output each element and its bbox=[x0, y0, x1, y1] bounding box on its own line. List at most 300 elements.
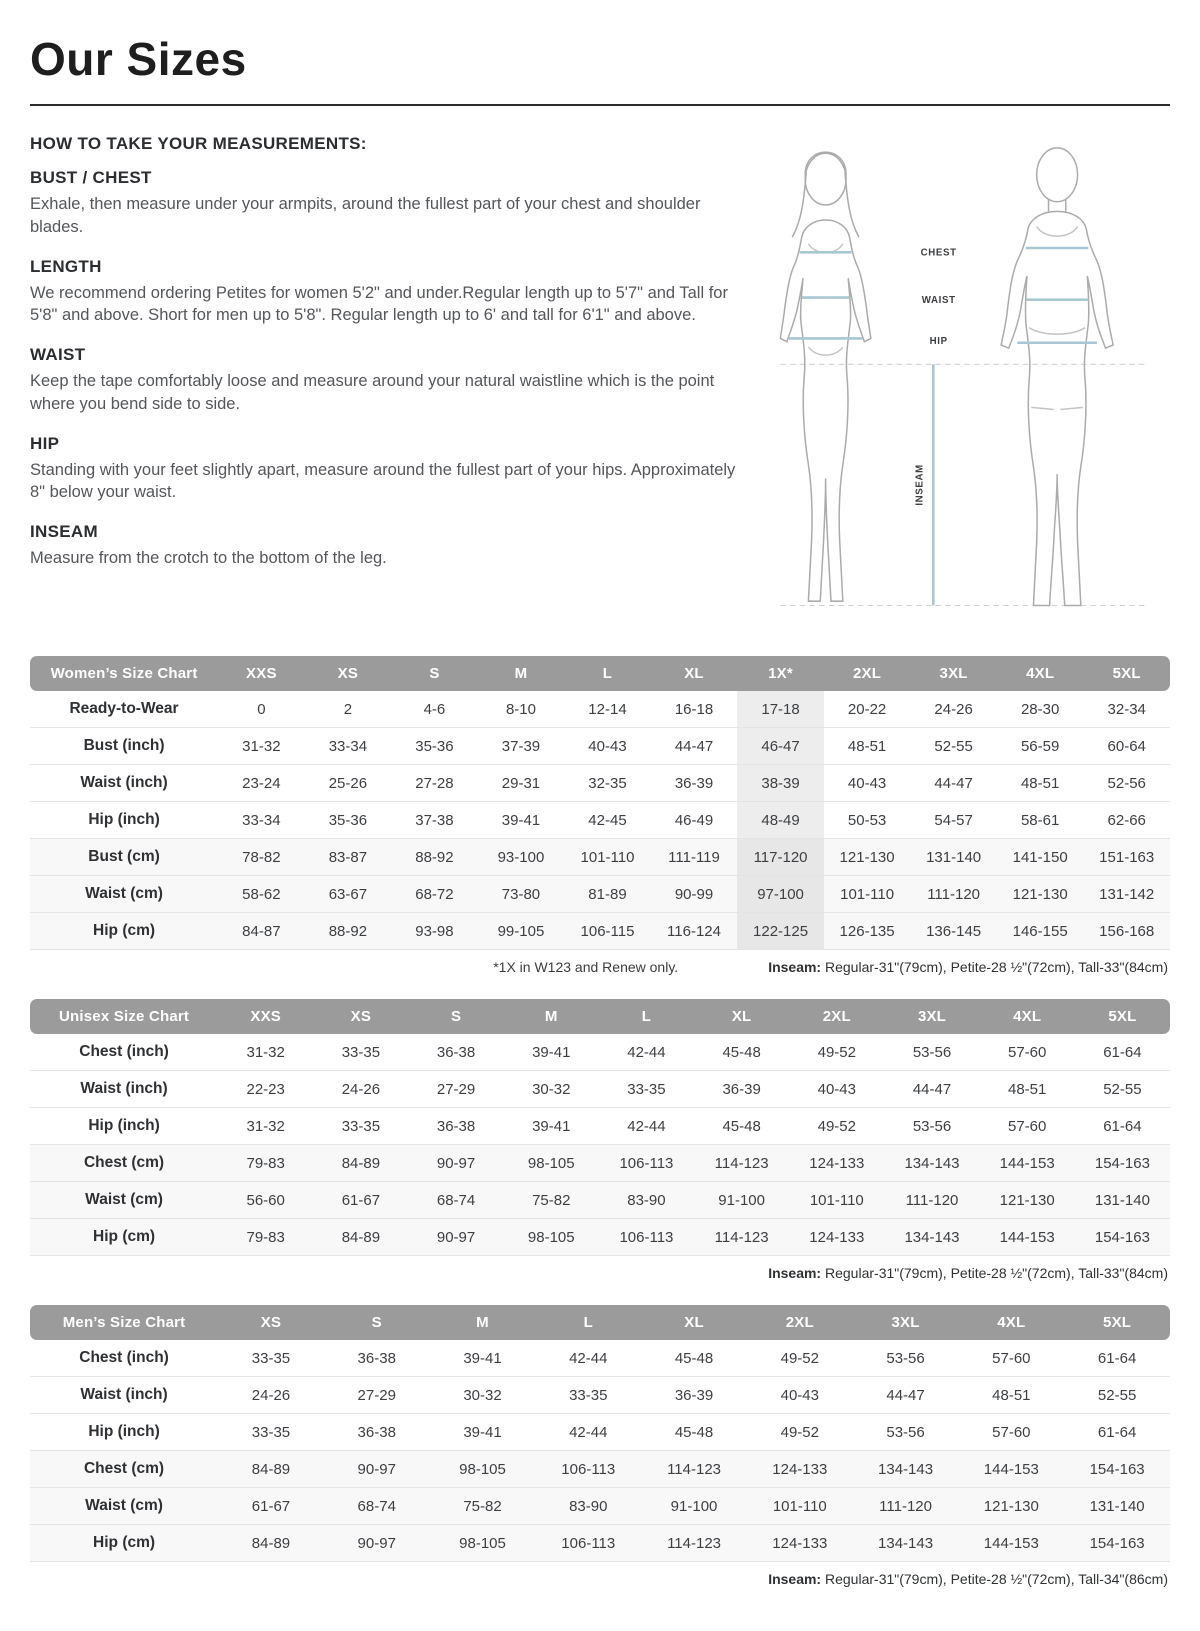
size-value-cell: 29-31 bbox=[478, 765, 565, 802]
instruction-body: Keep the tape comfortably loose and measure around your natural waistline which is the point where you bend side to side. bbox=[30, 372, 715, 413]
table-row bbox=[30, 1108, 1170, 1145]
instruction-waist bbox=[30, 345, 737, 416]
size-value-cell: 151-163 bbox=[1083, 839, 1170, 876]
size-value-cell: 134-143 bbox=[853, 1451, 959, 1488]
size-value-cell: 39-41 bbox=[430, 1340, 536, 1377]
size-value-cell: 79-83 bbox=[218, 1219, 313, 1256]
size-value-cell: 81-89 bbox=[564, 876, 651, 913]
size-column-header: XXS bbox=[218, 999, 313, 1034]
size-value-cell: 48-51 bbox=[824, 728, 911, 765]
size-value-cell: 68-74 bbox=[324, 1488, 430, 1525]
size-value-cell: 101-110 bbox=[747, 1488, 853, 1525]
size-value-cell: 154-163 bbox=[1064, 1525, 1170, 1562]
instruction-body: Standing with your feet slightly apart, measure around the fullest part of your hips. Approximately 8" below your waist. bbox=[30, 460, 736, 502]
size-value-cell: 48-51 bbox=[980, 1071, 1075, 1108]
row-label: Hip (cm) bbox=[30, 913, 218, 950]
size-value-cell: 131-140 bbox=[910, 839, 997, 876]
size-value-cell: 33-35 bbox=[218, 1414, 324, 1451]
size-column-header: XXS bbox=[218, 656, 305, 691]
size-column-header: 3XL bbox=[910, 656, 997, 691]
size-value-cell: 53-56 bbox=[853, 1340, 959, 1377]
size-column-header: XS bbox=[305, 656, 392, 691]
size-value-cell: 99-105 bbox=[478, 913, 565, 950]
size-value-cell: 56-60 bbox=[218, 1182, 313, 1219]
size-value-cell: 40-43 bbox=[564, 728, 651, 765]
size-value-cell: 62-66 bbox=[1083, 802, 1170, 839]
size-value-cell: 114-123 bbox=[641, 1525, 747, 1562]
size-value-cell: 78-82 bbox=[218, 839, 305, 876]
row-label: Ready-to-Wear bbox=[30, 691, 218, 728]
size-value-cell: 39-41 bbox=[478, 802, 565, 839]
size-value-cell: 50-53 bbox=[824, 802, 911, 839]
size-value-cell: 144-153 bbox=[958, 1525, 1064, 1562]
size-value-cell: 23-24 bbox=[218, 765, 305, 802]
size-value-cell: 45-48 bbox=[694, 1108, 789, 1145]
size-value-cell: 32-35 bbox=[564, 765, 651, 802]
size-value-cell: 58-62 bbox=[218, 876, 305, 913]
size-value-cell: 154-163 bbox=[1075, 1145, 1170, 1182]
size-value-cell: 44-47 bbox=[651, 728, 738, 765]
inseam-footnote: Inseam: Regular-31"(79cm), Petite-28 ½"(72cm), Tall-33"(84cm) bbox=[768, 959, 1168, 976]
size-table-block-unisex bbox=[30, 999, 1170, 1281]
size-value-cell: 83-87 bbox=[305, 839, 392, 876]
size-value-cell: 37-38 bbox=[391, 802, 478, 839]
size-column-header: 2XL bbox=[824, 656, 911, 691]
size-value-cell: 124-133 bbox=[747, 1451, 853, 1488]
size-value-cell: 124-133 bbox=[789, 1219, 884, 1256]
size-value-cell: 111-120 bbox=[910, 876, 997, 913]
size-value-cell: 48-51 bbox=[997, 765, 1084, 802]
size-column-header: XS bbox=[218, 1305, 324, 1340]
size-value-cell: 73-80 bbox=[478, 876, 565, 913]
size-value-cell: 111-120 bbox=[853, 1488, 959, 1525]
size-value-cell: 91-100 bbox=[641, 1488, 747, 1525]
size-column-header: M bbox=[478, 656, 565, 691]
size-value-cell: 61-64 bbox=[1075, 1108, 1170, 1145]
size-column-header: 4XL bbox=[958, 1305, 1064, 1340]
table-row bbox=[30, 1071, 1170, 1108]
size-value-cell: 39-41 bbox=[430, 1414, 536, 1451]
row-label: Chest (cm) bbox=[30, 1451, 218, 1488]
size-value-cell: 98-105 bbox=[504, 1219, 599, 1256]
size-value-cell: 37-39 bbox=[478, 728, 565, 765]
size-value-cell: 84-89 bbox=[218, 1525, 324, 1562]
size-value-cell: 61-64 bbox=[1064, 1340, 1170, 1377]
size-value-cell: 53-56 bbox=[884, 1034, 979, 1071]
size-value-cell: 32-34 bbox=[1083, 691, 1170, 728]
size-column-header: 4XL bbox=[980, 999, 1075, 1034]
size-value-cell: 84-89 bbox=[313, 1145, 408, 1182]
size-value-cell: 45-48 bbox=[641, 1414, 747, 1451]
table-row bbox=[30, 1145, 1170, 1182]
row-label: Waist (cm) bbox=[30, 1182, 218, 1219]
size-value-cell: 54-57 bbox=[910, 802, 997, 839]
man-figure bbox=[1001, 148, 1113, 606]
size-value-cell: 44-47 bbox=[884, 1071, 979, 1108]
instructions-heading: HOW TO TAKE YOUR MEASUREMENTS: bbox=[30, 134, 367, 153]
table-footnote bbox=[30, 1265, 1168, 1281]
size-value-cell: 75-82 bbox=[504, 1182, 599, 1219]
size-value-cell: 33-35 bbox=[535, 1377, 641, 1414]
size-value-cell: 146-155 bbox=[997, 913, 1084, 950]
inseam-footnote: Inseam: Regular-31"(79cm), Petite-28 ½"(72cm), Tall-34"(86cm) bbox=[768, 1571, 1168, 1588]
size-value-cell: 33-35 bbox=[218, 1340, 324, 1377]
size-column-header: 2XL bbox=[747, 1305, 853, 1340]
row-label: Hip (inch) bbox=[30, 802, 218, 839]
size-value-cell: 36-38 bbox=[408, 1034, 503, 1071]
size-value-cell: 121-130 bbox=[997, 876, 1084, 913]
size-value-cell: 42-45 bbox=[564, 802, 651, 839]
table-footnote bbox=[30, 959, 1168, 975]
size-column-header: M bbox=[504, 999, 599, 1034]
size-value-cell: 134-143 bbox=[884, 1219, 979, 1256]
size-value-cell: 52-55 bbox=[1075, 1071, 1170, 1108]
size-value-cell: 75-82 bbox=[430, 1488, 536, 1525]
size-column-header: L bbox=[599, 999, 694, 1034]
size-value-cell: 49-52 bbox=[789, 1108, 884, 1145]
size-table-block-mens bbox=[30, 1305, 1170, 1587]
size-value-cell: 20-22 bbox=[824, 691, 911, 728]
size-value-cell: 31-32 bbox=[218, 728, 305, 765]
inseam-label: INSEAM bbox=[914, 464, 926, 506]
size-value-cell: 111-120 bbox=[884, 1182, 979, 1219]
size-value-cell: 57-60 bbox=[958, 1414, 1064, 1451]
size-value-cell: 12-14 bbox=[564, 691, 651, 728]
row-label: Waist (inch) bbox=[30, 1071, 218, 1108]
measurement-diagram bbox=[761, 134, 1170, 642]
row-label: Hip (inch) bbox=[30, 1108, 218, 1145]
size-value-cell: 98-105 bbox=[430, 1451, 536, 1488]
body-figures-illustration bbox=[761, 136, 1170, 642]
table-row bbox=[30, 1414, 1170, 1451]
size-value-cell: 30-32 bbox=[504, 1071, 599, 1108]
size-value-cell: 63-67 bbox=[305, 876, 392, 913]
table-row bbox=[30, 839, 1170, 876]
row-label: Hip (cm) bbox=[30, 1525, 218, 1562]
size-value-cell: 36-39 bbox=[651, 765, 738, 802]
size-value-cell: 40-43 bbox=[789, 1071, 884, 1108]
size-value-cell: 61-67 bbox=[313, 1182, 408, 1219]
instruction-title: HIP bbox=[30, 433, 60, 453]
size-value-cell: 121-130 bbox=[980, 1182, 1075, 1219]
size-value-cell: 131-140 bbox=[1064, 1488, 1170, 1525]
size-value-cell: 90-99 bbox=[651, 876, 738, 913]
woman-figure bbox=[780, 152, 870, 601]
size-value-cell: 36-39 bbox=[694, 1071, 789, 1108]
size-value-cell: 33-35 bbox=[313, 1034, 408, 1071]
table-row bbox=[30, 1182, 1170, 1219]
size-column-header: S bbox=[324, 1305, 430, 1340]
size-value-cell: 90-97 bbox=[324, 1525, 430, 1562]
size-value-cell: 97-100 bbox=[737, 876, 824, 913]
hip-label: HIP bbox=[929, 335, 948, 347]
size-value-cell: 53-56 bbox=[853, 1414, 959, 1451]
size-value-cell: 90-97 bbox=[408, 1219, 503, 1256]
inseam-footnote: Inseam: Regular-31"(79cm), Petite-28 ½"(72cm), Tall-33"(84cm) bbox=[768, 1265, 1168, 1282]
instruction-title: LENGTH bbox=[30, 256, 102, 276]
size-value-cell: 101-110 bbox=[789, 1182, 884, 1219]
size-value-cell: 24-26 bbox=[910, 691, 997, 728]
instruction-hip bbox=[30, 434, 737, 505]
size-value-cell: 57-60 bbox=[980, 1034, 1075, 1071]
size-value-cell: 39-41 bbox=[504, 1034, 599, 1071]
row-label: Waist (inch) bbox=[30, 1377, 218, 1414]
table-title: Men’s Size Chart bbox=[30, 1305, 218, 1340]
size-value-cell: 48-49 bbox=[737, 802, 824, 839]
size-value-cell: 114-123 bbox=[694, 1219, 789, 1256]
row-label: Chest (inch) bbox=[30, 1034, 218, 1071]
size-value-cell: 124-133 bbox=[747, 1525, 853, 1562]
size-value-cell: 42-44 bbox=[535, 1414, 641, 1451]
size-table-block-womens bbox=[30, 656, 1170, 975]
mens-size-table bbox=[30, 1305, 1170, 1562]
instruction-inseam bbox=[30, 522, 737, 570]
size-value-cell: 131-142 bbox=[1083, 876, 1170, 913]
table-header-row bbox=[30, 999, 1170, 1034]
size-value-cell: 52-55 bbox=[1064, 1377, 1170, 1414]
size-value-cell: 156-168 bbox=[1083, 913, 1170, 950]
size-value-cell: 154-163 bbox=[1064, 1451, 1170, 1488]
size-value-cell: 2 bbox=[305, 691, 392, 728]
size-column-header: S bbox=[408, 999, 503, 1034]
size-value-cell: 106-113 bbox=[599, 1219, 694, 1256]
table-row bbox=[30, 876, 1170, 913]
size-value-cell: 53-56 bbox=[884, 1108, 979, 1145]
size-value-cell: 39-41 bbox=[504, 1108, 599, 1145]
table-row bbox=[30, 691, 1170, 728]
size-value-cell: 17-18 bbox=[737, 691, 824, 728]
row-label: Bust (cm) bbox=[30, 839, 218, 876]
size-value-cell: 88-92 bbox=[305, 913, 392, 950]
size-value-cell: 52-55 bbox=[910, 728, 997, 765]
size-value-cell: 91-100 bbox=[694, 1182, 789, 1219]
size-value-cell: 44-47 bbox=[853, 1377, 959, 1414]
table-title: Women’s Size Chart bbox=[30, 656, 218, 691]
size-column-header: M bbox=[430, 1305, 536, 1340]
size-value-cell: 16-18 bbox=[651, 691, 738, 728]
size-value-cell: 57-60 bbox=[958, 1340, 1064, 1377]
size-value-cell: 136-145 bbox=[910, 913, 997, 950]
size-column-header: S bbox=[391, 656, 478, 691]
size-column-header: XL bbox=[641, 1305, 747, 1340]
instruction-body: We recommend ordering Petites for women 5'2" and under.Regular length up to 5'7" and Tall for 5'8" and above. Short for men up to 5'8". Regular length up to 6' and tall for 6'1" and above. bbox=[30, 283, 728, 325]
size-column-header: XL bbox=[694, 999, 789, 1034]
page-title: Our Sizes bbox=[30, 33, 247, 85]
size-value-cell: 49-52 bbox=[747, 1340, 853, 1377]
size-value-cell: 134-143 bbox=[853, 1525, 959, 1562]
size-value-cell: 38-39 bbox=[737, 765, 824, 802]
size-value-cell: 22-23 bbox=[218, 1071, 313, 1108]
size-value-cell: 42-44 bbox=[599, 1034, 694, 1071]
row-label: Waist (inch) bbox=[30, 765, 218, 802]
size-value-cell: 60-64 bbox=[1083, 728, 1170, 765]
size-value-cell: 106-113 bbox=[535, 1525, 641, 1562]
instruction-title: BUST / CHEST bbox=[30, 168, 152, 187]
size-value-cell: 83-90 bbox=[599, 1182, 694, 1219]
row-label: Chest (cm) bbox=[30, 1145, 218, 1182]
size-value-cell: 45-48 bbox=[641, 1340, 747, 1377]
size-value-cell: 24-26 bbox=[218, 1377, 324, 1414]
size-value-cell: 27-29 bbox=[324, 1377, 430, 1414]
table-row bbox=[30, 1451, 1170, 1488]
row-label: Waist (cm) bbox=[30, 1488, 218, 1525]
size-value-cell: 35-36 bbox=[305, 802, 392, 839]
size-value-cell: 122-125 bbox=[737, 913, 824, 950]
table-title: Unisex Size Chart bbox=[30, 999, 218, 1034]
size-value-cell: 93-98 bbox=[391, 913, 478, 950]
size-value-cell: 84-89 bbox=[218, 1451, 324, 1488]
size-column-header: 3XL bbox=[884, 999, 979, 1034]
size-column-header: 3XL bbox=[853, 1305, 959, 1340]
size-value-cell: 40-43 bbox=[824, 765, 911, 802]
row-label: Bust (inch) bbox=[30, 728, 218, 765]
size-value-cell: 106-115 bbox=[564, 913, 651, 950]
size-value-cell: 134-143 bbox=[884, 1145, 979, 1182]
size-value-cell: 90-97 bbox=[408, 1145, 503, 1182]
size-value-cell: 44-47 bbox=[910, 765, 997, 802]
size-value-cell: 49-52 bbox=[747, 1414, 853, 1451]
size-value-cell: 56-59 bbox=[997, 728, 1084, 765]
unisex-size-table bbox=[30, 999, 1170, 1256]
size-column-header: L bbox=[564, 656, 651, 691]
size-value-cell: 58-61 bbox=[997, 802, 1084, 839]
footnote-note: *1X in W123 and Renew only. bbox=[493, 959, 679, 976]
size-tables bbox=[30, 656, 1170, 1587]
size-value-cell: 57-60 bbox=[980, 1108, 1075, 1145]
size-value-cell: 35-36 bbox=[391, 728, 478, 765]
row-label: Waist (cm) bbox=[30, 876, 218, 913]
size-value-cell: 27-29 bbox=[408, 1071, 503, 1108]
size-value-cell: 93-100 bbox=[478, 839, 565, 876]
instruction-title: WAIST bbox=[30, 345, 86, 365]
size-value-cell: 33-35 bbox=[313, 1108, 408, 1145]
table-row bbox=[30, 728, 1170, 765]
size-value-cell: 49-52 bbox=[789, 1034, 884, 1071]
size-value-cell: 48-51 bbox=[958, 1377, 1064, 1414]
table-row bbox=[30, 1377, 1170, 1414]
size-column-header: 5XL bbox=[1083, 656, 1170, 691]
size-value-cell: 52-56 bbox=[1083, 765, 1170, 802]
size-value-cell: 40-43 bbox=[747, 1377, 853, 1414]
size-value-cell: 101-110 bbox=[824, 876, 911, 913]
size-column-header: 1X* bbox=[737, 656, 824, 691]
size-value-cell: 117-120 bbox=[737, 839, 824, 876]
size-value-cell: 45-48 bbox=[694, 1034, 789, 1071]
size-value-cell: 61-64 bbox=[1064, 1414, 1170, 1451]
size-value-cell: 116-124 bbox=[651, 913, 738, 950]
size-value-cell: 79-83 bbox=[218, 1145, 313, 1182]
table-header-row bbox=[30, 1305, 1170, 1340]
size-value-cell: 114-123 bbox=[641, 1451, 747, 1488]
size-value-cell: 124-133 bbox=[789, 1145, 884, 1182]
size-value-cell: 31-32 bbox=[218, 1108, 313, 1145]
size-value-cell: 141-150 bbox=[997, 839, 1084, 876]
size-value-cell: 42-44 bbox=[599, 1108, 694, 1145]
size-value-cell: 30-32 bbox=[430, 1377, 536, 1414]
size-column-header: L bbox=[535, 1305, 641, 1340]
size-value-cell: 84-89 bbox=[313, 1219, 408, 1256]
size-value-cell: 36-38 bbox=[324, 1414, 430, 1451]
size-value-cell: 68-74 bbox=[408, 1182, 503, 1219]
measurement-instructions-section bbox=[30, 134, 1170, 642]
size-value-cell: 36-38 bbox=[408, 1108, 503, 1145]
size-value-cell: 131-140 bbox=[1075, 1182, 1170, 1219]
chest-label: CHEST bbox=[920, 247, 957, 259]
table-row bbox=[30, 1488, 1170, 1525]
size-value-cell: 33-34 bbox=[218, 802, 305, 839]
size-value-cell: 4-6 bbox=[391, 691, 478, 728]
title-divider bbox=[30, 104, 1170, 106]
instruction-body: Exhale, then measure under your armpits, around the fullest part of your chest and shoulder blades. bbox=[30, 195, 701, 236]
size-value-cell: 24-26 bbox=[313, 1071, 408, 1108]
size-value-cell: 101-110 bbox=[564, 839, 651, 876]
size-value-cell: 106-113 bbox=[535, 1451, 641, 1488]
size-value-cell: 121-130 bbox=[958, 1488, 1064, 1525]
womens-size-table bbox=[30, 656, 1170, 950]
size-value-cell: 98-105 bbox=[504, 1145, 599, 1182]
waist-label: WAIST bbox=[921, 294, 956, 306]
table-footnote bbox=[30, 1571, 1168, 1587]
instruction-length bbox=[30, 257, 737, 328]
table-row bbox=[30, 1340, 1170, 1377]
size-column-header: 5XL bbox=[1075, 999, 1170, 1034]
size-value-cell: 33-35 bbox=[599, 1071, 694, 1108]
table-row bbox=[30, 1525, 1170, 1562]
size-value-cell: 83-90 bbox=[535, 1488, 641, 1525]
size-value-cell: 28-30 bbox=[997, 691, 1084, 728]
instruction-title: INSEAM bbox=[30, 522, 98, 542]
instruction-body: Measure from the crotch to the bottom of the leg. bbox=[30, 549, 387, 568]
table-row bbox=[30, 1219, 1170, 1256]
size-value-cell: 36-38 bbox=[324, 1340, 430, 1377]
row-label: Chest (inch) bbox=[30, 1340, 218, 1377]
size-value-cell: 88-92 bbox=[391, 839, 478, 876]
table-row bbox=[30, 913, 1170, 950]
size-column-header: XL bbox=[651, 656, 738, 691]
size-value-cell: 31-32 bbox=[218, 1034, 313, 1071]
size-value-cell: 36-39 bbox=[641, 1377, 747, 1414]
size-value-cell: 144-153 bbox=[980, 1145, 1075, 1182]
size-column-header: 5XL bbox=[1064, 1305, 1170, 1340]
size-value-cell: 46-47 bbox=[737, 728, 824, 765]
size-column-header: 2XL bbox=[789, 999, 884, 1034]
size-value-cell: 114-123 bbox=[694, 1145, 789, 1182]
size-column-header: XS bbox=[313, 999, 408, 1034]
table-header-row bbox=[30, 656, 1170, 691]
table-row bbox=[30, 1034, 1170, 1071]
size-value-cell: 42-44 bbox=[535, 1340, 641, 1377]
size-value-cell: 121-130 bbox=[824, 839, 911, 876]
row-label: Hip (cm) bbox=[30, 1219, 218, 1256]
size-value-cell: 126-135 bbox=[824, 913, 911, 950]
size-value-cell: 154-163 bbox=[1075, 1219, 1170, 1256]
size-value-cell: 33-34 bbox=[305, 728, 392, 765]
table-row bbox=[30, 765, 1170, 802]
size-column-header: 4XL bbox=[997, 656, 1084, 691]
size-value-cell: 25-26 bbox=[305, 765, 392, 802]
size-value-cell: 90-97 bbox=[324, 1451, 430, 1488]
size-value-cell: 27-28 bbox=[391, 765, 478, 802]
instructions-column bbox=[30, 134, 737, 642]
instruction-bust-chest bbox=[30, 168, 737, 239]
size-value-cell: 144-153 bbox=[980, 1219, 1075, 1256]
size-value-cell: 61-67 bbox=[218, 1488, 324, 1525]
size-value-cell: 144-153 bbox=[958, 1451, 1064, 1488]
size-value-cell: 111-119 bbox=[651, 839, 738, 876]
size-value-cell: 68-72 bbox=[391, 876, 478, 913]
table-row bbox=[30, 802, 1170, 839]
size-value-cell: 8-10 bbox=[478, 691, 565, 728]
